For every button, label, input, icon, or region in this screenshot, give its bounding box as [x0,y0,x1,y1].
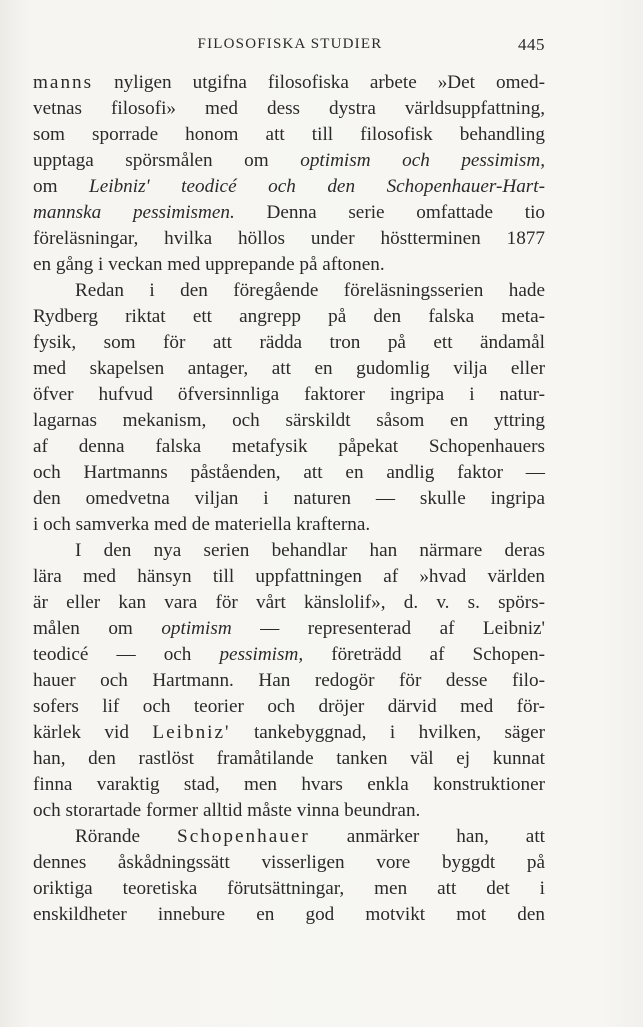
text-segment: vetnas filosofi» med dess dystra världsuppfattning, [33,98,545,119]
text-segment: enskildheter innebure en god motvikt mot den [33,904,545,925]
text-line [33,486,545,512]
body-text [33,70,545,928]
text-segment: Redan i den föregående föreläsningsserien hade [75,280,545,301]
text-segment: öfver hufvud öfversinnliga faktorer ingripa i natur- [33,384,545,405]
text-line [33,642,545,668]
text-segment: tankebyggnad, i hvilken, säger [230,722,545,743]
text-segment: hauer och Hartmann. Han redogör för desse filo- [33,670,545,691]
text-segment: den omedvetna viljan i naturen — skulle ingripa [33,488,545,509]
text-segment: kärlek vid [33,722,153,743]
italic-text: mannska pessimismen. [33,202,235,223]
text-segment: Rörande [75,826,178,847]
text-segment: oriktiga teoretiska förutsättningar, men att det i [33,878,545,899]
text-segment: — representerad af Leibniz' [231,618,545,639]
text-line [33,408,545,434]
text-segment: företrädd af Schopen- [303,644,545,665]
text-line [33,616,545,642]
text-line [33,668,545,694]
italic-text: Leibniz' teodicé och den Schopenhauer-Hart- [89,176,545,197]
spaced-text: Leibniz' [152,722,231,743]
text-line [33,434,545,460]
page-number: 445 [518,35,545,54]
text-line [33,304,545,330]
text-segment: målen om [33,618,162,639]
text-segment: i och samverka med de materiella krafterna. [33,514,371,535]
text-segment: han, den rastlöst framåtilande tanken väl ej kunnat [33,748,545,769]
text-segment: upptaga spörsmålen om [33,150,301,171]
text-segment: anmärker han, att [309,826,545,847]
text-line [33,746,545,772]
text-line [33,564,545,590]
text-segment: om [33,176,90,197]
text-segment: af denna falska metafysik påpekat Schopenhauers [33,436,545,457]
italic-text: optimism och pessimism, [300,150,546,171]
spaced-text: manns [33,72,94,93]
text-segment: finna varaktig stad, men hvars enkla konstruktioner [33,774,545,795]
text-line [33,382,545,408]
text-line [33,330,545,356]
text-line [33,356,545,382]
text-segment: föreläsningar, hvilka höllos under höstterminen 1877 [33,228,545,249]
text-line [33,122,545,148]
text-line [33,850,545,876]
text-line [33,902,545,928]
text-segment: lära med hänsyn till uppfattningen af »hvad världen [33,566,545,587]
text-segment: dennes åskådningssätt visserligen vore byggdt på [33,852,545,873]
text-segment: nyligen utgifna filosofiska arbete »Det omed- [93,72,545,93]
text-line [33,226,545,252]
text-line [33,96,545,122]
text-line [33,824,545,850]
text-line [33,252,545,278]
text-segment: och Hartmanns påståenden, att en andlig faktor — [33,462,545,483]
text-segment: Denna serie omfattade tio [234,202,546,223]
text-line [33,772,545,798]
text-segment: med skapelsen antager, att en gudomlig vilja eller [33,358,545,379]
text-segment: är eller kan vara för vårt känslolif», d. v. s. spörs- [33,592,545,613]
text-line [33,200,545,226]
text-line [33,148,545,174]
text-segment: sofers lif och teorier och dröjer därvid med för- [33,696,545,717]
text-line [33,460,545,486]
text-segment: teodicé — och [33,644,220,665]
italic-text: pessimism, [219,644,304,665]
page-header [35,34,545,58]
text-line [33,798,545,824]
running-title: FILOSOFISKA STUDIER [197,36,383,52]
text-line [33,694,545,720]
text-segment: som sporrade honom att till filosofisk behandling [33,124,545,145]
text-segment: och storartade former alltid måste vinna beundran. [33,800,421,821]
text-line [33,70,545,96]
text-line [33,720,545,746]
text-line [33,512,545,538]
text-line [33,590,545,616]
text-segment: en gång i veckan med upprepande på aftonen. [33,254,385,275]
text-line [33,876,545,902]
text-segment: Rydberg riktat ett angrepp på den falska meta- [33,306,545,327]
italic-text: optimism [161,618,232,639]
text-segment: I den nya serien behandlar han närmare deras [75,540,545,561]
text-segment: fysik, som för att rädda tron på ett ändamål [33,332,545,353]
spaced-text: Schopenhauer [177,826,310,847]
text-segment: lagarnas mekanism, och särskildt såsom en yttring [33,410,545,431]
text-line [33,538,545,564]
text-line [33,278,545,304]
text-line [33,174,545,200]
